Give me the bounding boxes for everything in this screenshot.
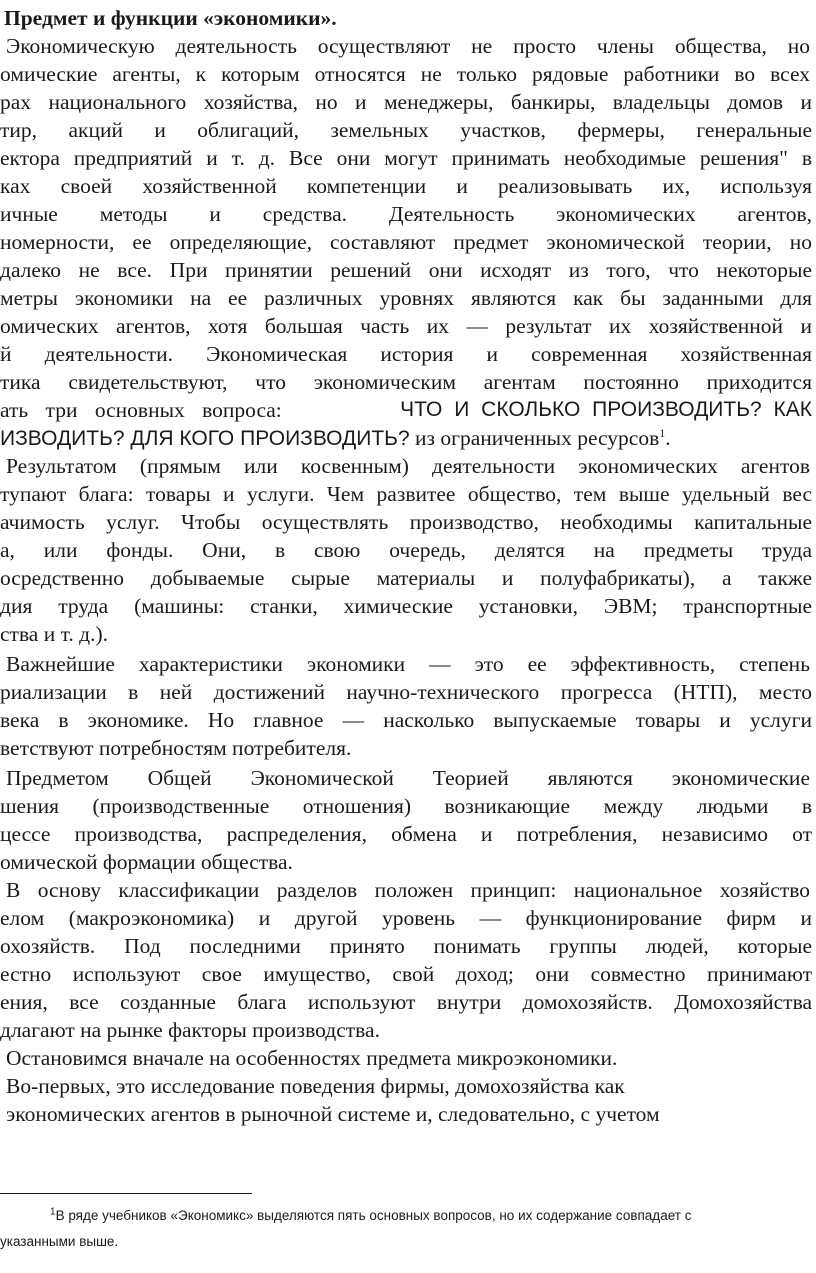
paragraph-line: риализации в ней достижений научно-технического прогресса (НТП), место bbox=[0, 680, 812, 704]
paragraph-line: экономических агентов в рыночной системе и, следовательно, с учетом bbox=[6, 1102, 660, 1126]
paragraph-line: далеко не все. При принятии решений они исходят из того, что некоторые bbox=[0, 258, 812, 282]
footnote-line: указанными выше. bbox=[0, 1234, 119, 1249]
paragraph-line: тупают блага: товары и услуги. Чем развитее общество, тем выше удельный вес bbox=[0, 482, 812, 506]
paragraph-line: ства и т. д.). bbox=[0, 622, 108, 646]
document-title: Предмет и функции «экономики». bbox=[4, 6, 337, 30]
paragraph-line: рах национального хозяйства, но и менеджеры, банкиры, владельцы домов и bbox=[0, 90, 812, 114]
paragraph-line: ичные методы и средства. Деятельность экономических агентов, bbox=[0, 202, 812, 226]
paragraph-line: естно используют свое имущество, свой доход; они совместно принимают bbox=[0, 962, 812, 986]
paragraph-line: Остановимся вначале на особенностях предмета микроэкономики. bbox=[6, 1046, 618, 1070]
paragraph-line: омической формации общества. bbox=[0, 850, 293, 874]
paragraph-line: дия труда (машины: станки, химические установки, ЭВМ; транспортные bbox=[0, 594, 812, 618]
line-text: ать три основных вопроса: bbox=[0, 398, 282, 422]
paragraph-line: а, или фонды. Они, в свою очередь, делятся на предметы труда bbox=[0, 538, 812, 562]
paragraph-line: осредственно добываемые сырые материалы и полуфабрикаты), а также bbox=[0, 566, 812, 590]
line-text: . bbox=[665, 426, 671, 450]
paragraph-line: тика свидетельствуют, что экономическим агентам постоянно приходится bbox=[0, 370, 812, 394]
paragraph-line: омических агентов, хотя большая часть их — результат их хозяйственной и bbox=[0, 314, 812, 338]
paragraph-line bbox=[0, 396, 812, 424]
paragraph-line: й деятельности. Экономическая история и современная хозяйственная bbox=[0, 342, 812, 366]
paragraph-line: ках своей хозяйственной компетенции и реализовывать их, используя bbox=[0, 174, 812, 198]
footnote-text: В ряде учебников «Экономикс» выделяются пять основных вопросов, но их содержание совпадает с bbox=[55, 1208, 692, 1223]
paragraph-line: В основу классификации разделов положен принцип: национальное хозяйство bbox=[6, 878, 810, 902]
paragraph-line bbox=[0, 424, 816, 452]
paragraph-line: ветствуют потребностям потребителя. bbox=[0, 736, 352, 760]
paragraph-line: Результатом (прямым или косвенным) деятельности экономических агентов bbox=[6, 454, 810, 478]
paragraph-line: длагают на рынке факторы производства. bbox=[0, 1018, 380, 1042]
key-questions-text: ЧТО И СКОЛЬКО ПРОИЗВОДИТЬ? КАК bbox=[400, 398, 812, 421]
key-questions-text: ИЗВОДИТЬ? ДЛЯ КОГО ПРОИЗВОДИТЬ? bbox=[0, 427, 410, 450]
paragraph-line: елом (макроэкономика) и другой уровень — функционирование фирм и bbox=[0, 906, 812, 930]
paragraph-line: ектора предприятий и т. д. Все они могут принимать необходимые решения" в bbox=[0, 146, 812, 170]
paragraph-line: века в экономике. Но главное — насколько выпускаемые товары и услуги bbox=[0, 708, 812, 732]
footnote-marker: 1 bbox=[50, 1206, 56, 1218]
paragraph-line: шения (производственные отношения) возникающие между людьми в bbox=[0, 794, 812, 818]
paragraph-line: охозяйств. Под последними принято понимать группы людей, которые bbox=[0, 934, 812, 958]
paragraph-line: ачимость услуг. Чтобы осуществлять производство, необходимы капитальные bbox=[0, 510, 812, 534]
paragraph-line: Во-первых, это исследование поведения фирмы, домохозяйства как bbox=[6, 1074, 625, 1098]
footnote-reference[interactable]: 1 bbox=[659, 425, 666, 440]
line-text: из ограниченных ресурсов bbox=[415, 426, 660, 450]
paragraph-line: омические агенты, к которым относятся не только рядовые работники во всех bbox=[0, 62, 810, 86]
paragraph-line: ения, все созданные блага используют внутри домохозяйств. Домохозяйства bbox=[0, 990, 812, 1014]
paragraph-line: Важнейшие характеристики экономики — это ее эффективность, степень bbox=[6, 652, 810, 676]
paragraph-line: номерности, ее определяющие, составляют предмет экономической теории, но bbox=[0, 230, 812, 254]
paragraph-line: тир, акций и облигаций, земельных участков, фермеры, генеральные bbox=[0, 118, 812, 142]
paragraph-line: Предметом Общей Экономической Теорией являются экономические bbox=[6, 766, 810, 790]
paragraph-line: метры экономики на ее различных уровнях являются как бы заданными для bbox=[0, 286, 812, 310]
paragraph-line: цессе производства, распределения, обмена и потребления, независимо от bbox=[0, 822, 812, 846]
footnote-divider bbox=[0, 1193, 252, 1194]
paragraph-line: Экономическую деятельность осуществляют не просто члены общества, но bbox=[6, 34, 810, 58]
footnote-line bbox=[50, 1206, 810, 1226]
